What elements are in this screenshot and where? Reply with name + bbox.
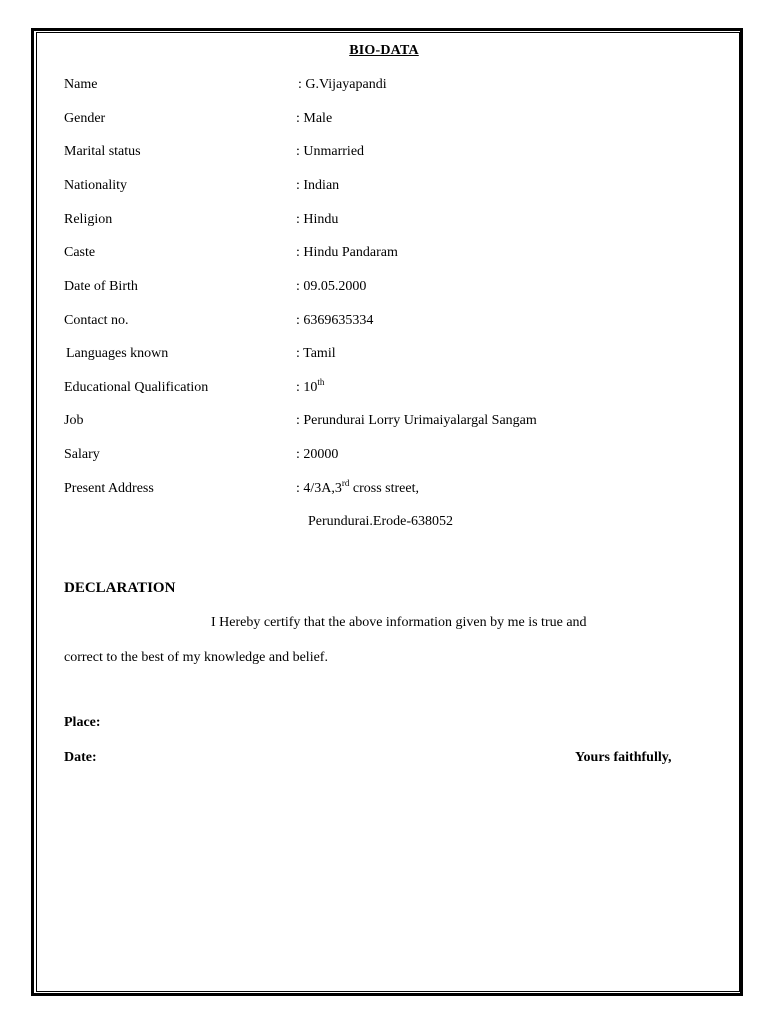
field-label: Job: [64, 413, 84, 428]
field-label: Gender: [64, 111, 106, 126]
field-value: : Unmarried: [296, 144, 365, 159]
field-label: Name: [64, 77, 98, 92]
field-value-continued: cross street,: [349, 481, 419, 496]
field-value: : 10: [296, 380, 318, 395]
field-label: Religion: [64, 212, 113, 227]
field-row-gender: [0, 111, 768, 131]
field-value: : 09.05.2000: [296, 279, 367, 294]
field-value: : 4/3A,3: [296, 481, 342, 496]
field-value: : 6369635334: [296, 313, 374, 328]
declaration-text-line-1: I Hereby certify that the above information given by me is true and: [211, 615, 587, 630]
date-label: Date:: [64, 750, 97, 765]
field-value: : Hindu Pandaram: [296, 245, 398, 260]
field-label: Languages known: [66, 346, 169, 361]
address-line-2-row: [0, 514, 768, 534]
field-value: : Hindu: [296, 212, 339, 227]
field-row-contact-no: [0, 313, 768, 333]
field-label: Date of Birth: [64, 279, 138, 294]
field-label: Nationality: [64, 178, 127, 193]
field-value-superscript: th: [317, 377, 325, 387]
closing-signoff: Yours faithfully,: [575, 750, 672, 765]
field-value: : G.Vijayapandi: [298, 77, 387, 92]
field-row-date-of-birth: [0, 279, 768, 299]
field-row-present-address: [0, 478, 768, 501]
field-label: Salary: [64, 447, 100, 462]
field-value: : Male: [296, 111, 333, 126]
field-value-group: [296, 478, 419, 497]
field-row-name: [0, 77, 768, 97]
field-row-salary: [0, 447, 768, 467]
field-row-caste: [0, 245, 768, 265]
field-label: Caste: [64, 245, 96, 260]
field-row-educational-qualification: [0, 377, 768, 400]
field-value-superscript: rd: [341, 478, 350, 488]
field-row-marital-status: [0, 144, 768, 164]
field-value: : Perundurai Lorry Urimaiyalargal Sangam: [296, 413, 537, 428]
field-value: : Tamil: [296, 346, 336, 361]
field-label: Marital status: [64, 144, 141, 159]
field-row-nationality: [0, 178, 768, 198]
declaration-text-line-2: correct to the best of my knowledge and belief.: [64, 650, 328, 665]
field-row-languages-known: [0, 346, 768, 366]
field-label: Present Address: [64, 481, 154, 496]
declaration-heading: DECLARATION: [64, 580, 176, 596]
field-label: Educational Qualification: [64, 380, 209, 395]
field-row-religion: [0, 212, 768, 232]
document-title: BIO-DATA: [349, 43, 419, 58]
address-line-2: Perundurai.Erode-638052: [308, 514, 454, 529]
field-value: : 20000: [296, 447, 339, 462]
field-value: : Indian: [296, 178, 340, 193]
field-value-group: [296, 377, 325, 396]
place-label: Place:: [64, 715, 101, 730]
field-label: Contact no.: [64, 313, 129, 328]
page-border-inner: [36, 32, 740, 992]
field-row-job: [0, 413, 768, 433]
